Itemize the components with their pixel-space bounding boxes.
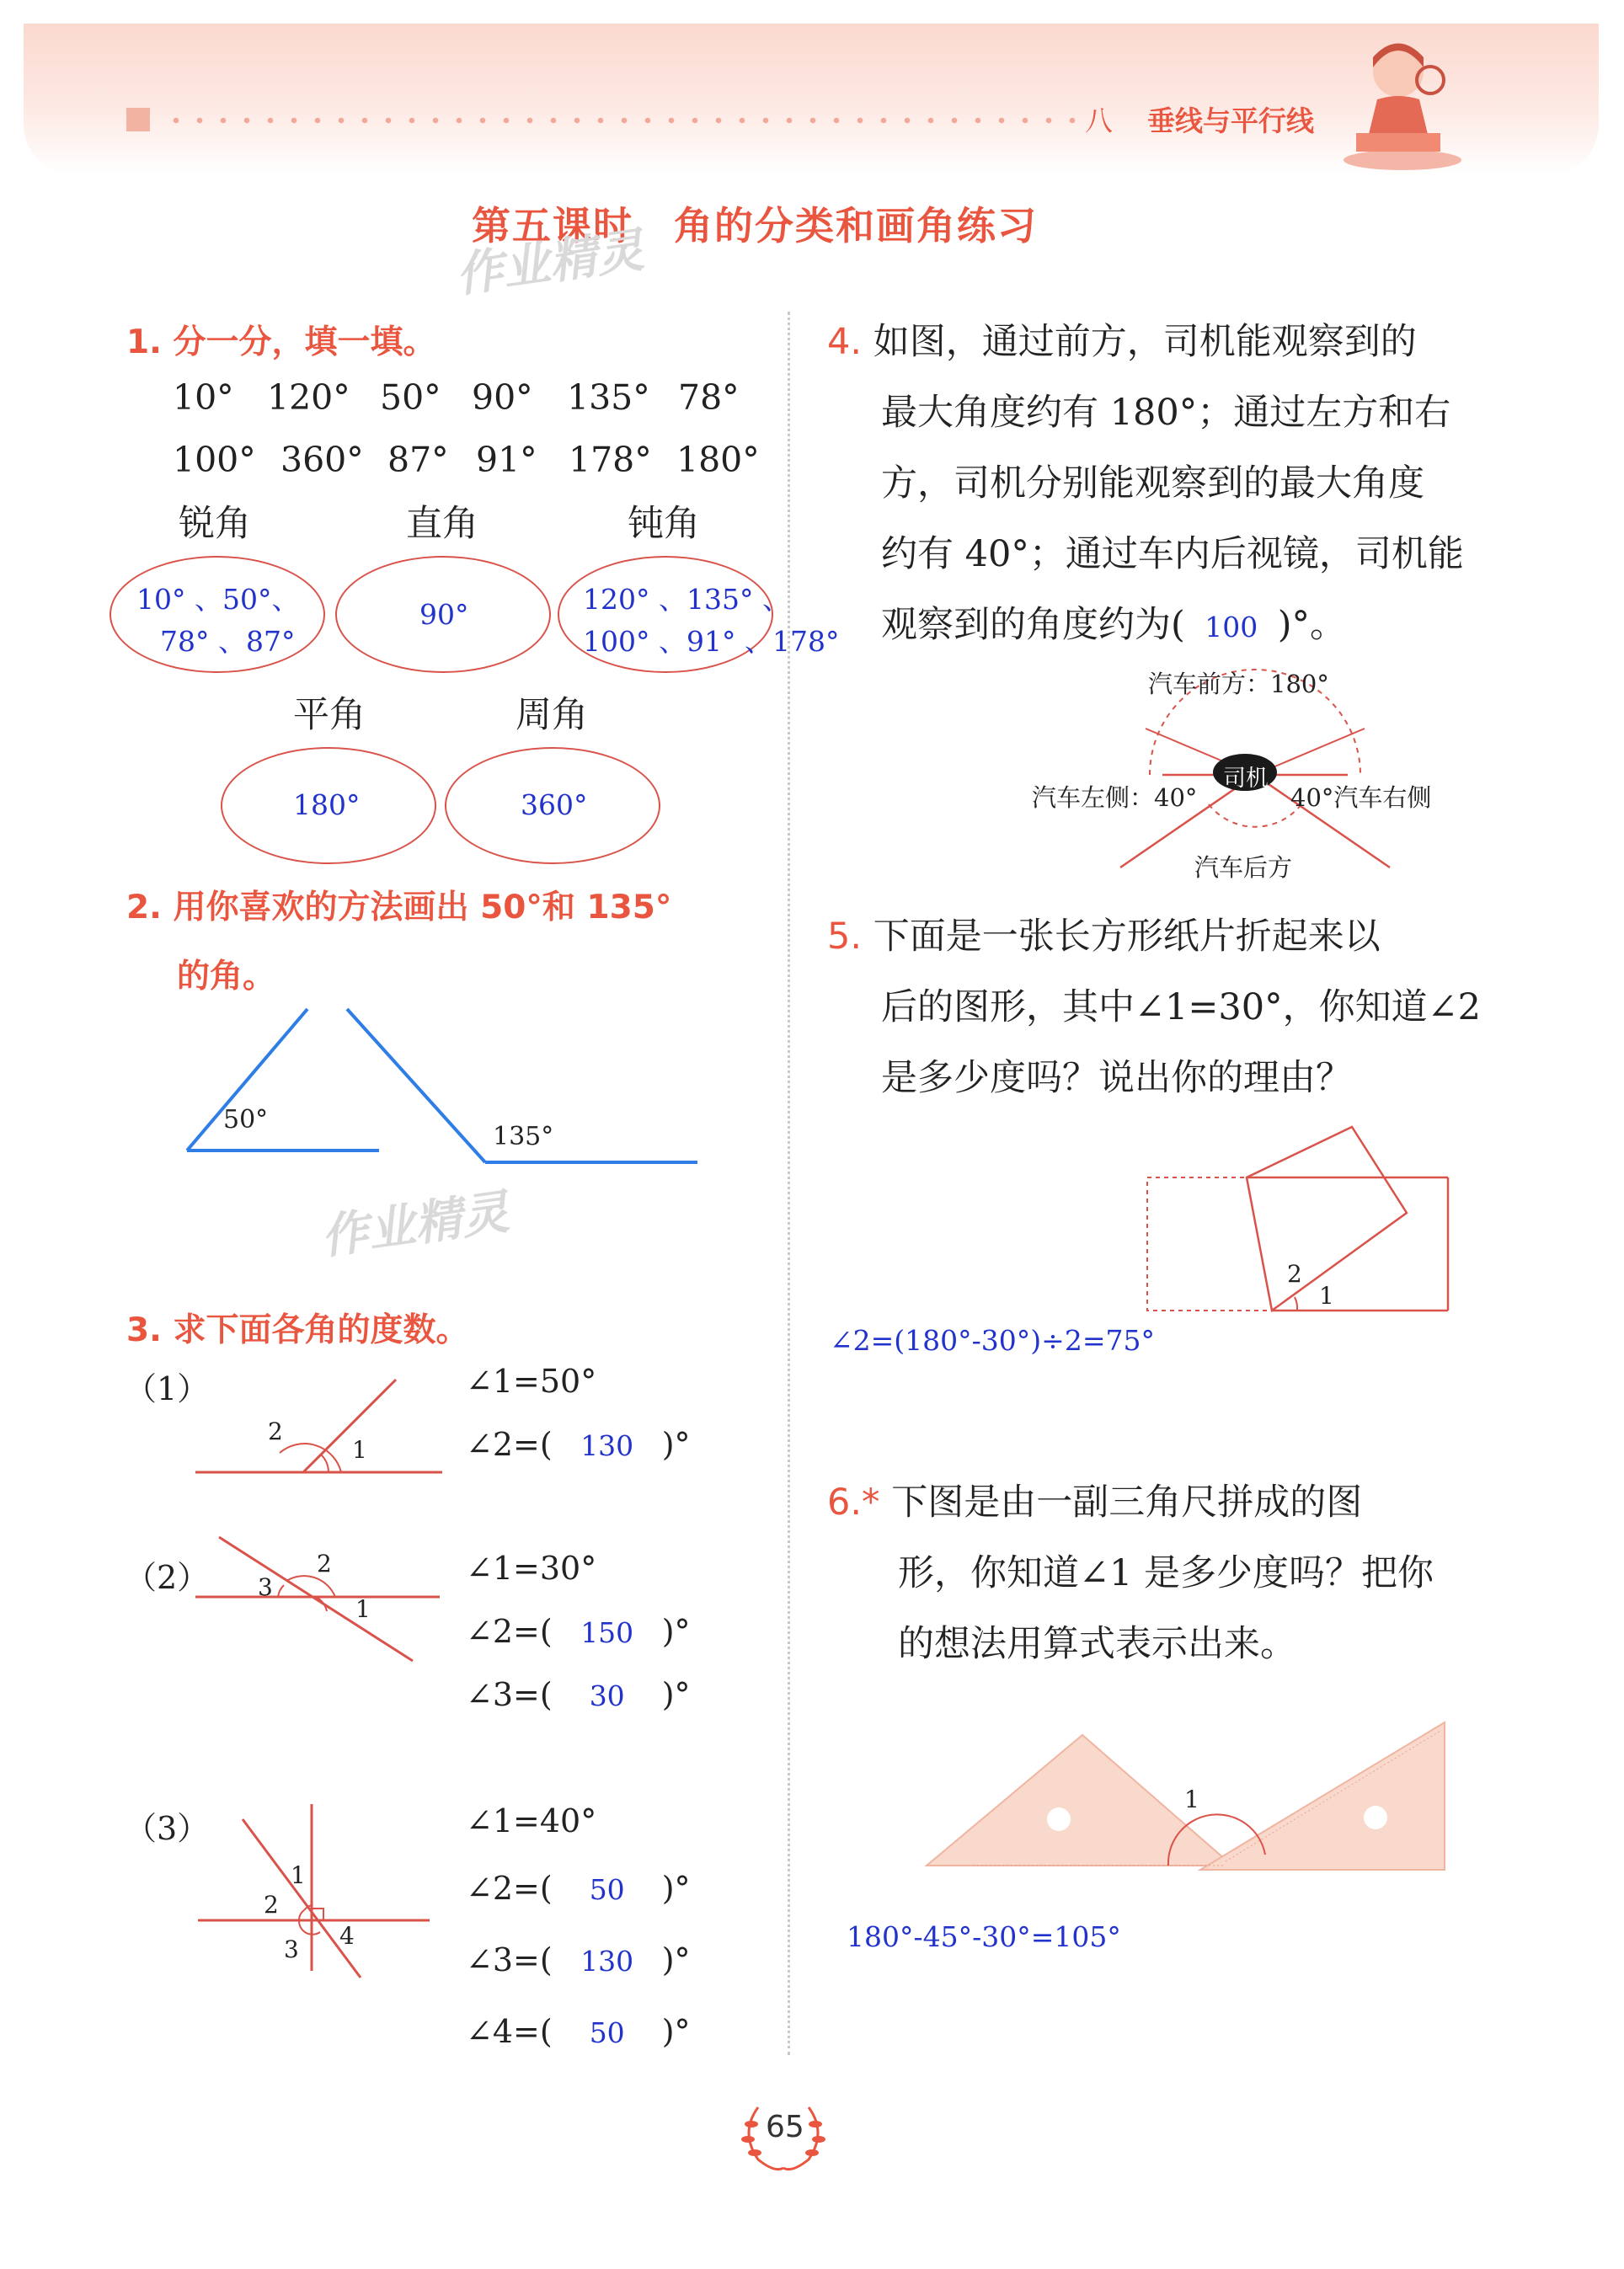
q3-part2-fig-1: 1 xyxy=(355,1595,371,1623)
answer-acute-1: 10° 、50°、 xyxy=(136,583,300,616)
q3-part3-fig-1: 1 xyxy=(291,1861,306,1889)
q6-line3: 的想法用算式表示出来。 xyxy=(898,1623,1296,1665)
category-obtuse: 钝角 xyxy=(628,503,700,545)
q1-title: 1. 分一分，填一填。 xyxy=(126,323,436,361)
q5-answer: ∠2=(180°-30°)÷2=75° xyxy=(830,1324,1155,1357)
page-number: 65 xyxy=(766,2110,804,2144)
q3-part2-row2: ∠3=( 30 )° xyxy=(466,1676,691,1713)
q5-fig-2: 2 xyxy=(1287,1260,1302,1288)
q3-part3-fig-2: 2 xyxy=(264,1891,279,1919)
q3-part1-row1: ∠2=( 130 )° xyxy=(466,1426,691,1463)
q4-front-label: 汽车前方：180° xyxy=(1148,670,1329,698)
chapter-title: 垂线与平行线 xyxy=(1147,104,1314,137)
q3-part3-figure xyxy=(194,1802,446,1988)
watermark-top: 作业精灵 xyxy=(452,222,648,304)
q2-angle-drawings xyxy=(168,994,708,1179)
category-right: 直角 xyxy=(406,503,478,545)
answer-obtuse-2: 100° 、91° 、178° xyxy=(583,625,840,658)
category-acute: 锐角 xyxy=(179,503,251,545)
girl-reading-icon xyxy=(1339,34,1466,173)
answer-acute-2: 78° 、87° xyxy=(160,625,296,658)
q5-fig-1: 1 xyxy=(1319,1282,1334,1310)
answer-right: 90° xyxy=(419,598,469,631)
answer-straight: 180° xyxy=(293,788,361,821)
q2-title-line1: 2. 用你喜欢的方法画出 50°和 135° xyxy=(126,889,672,926)
q3-part1-given: ∠1=50° xyxy=(466,1363,597,1400)
q3-part3-row2: ∠3=( 130 )° xyxy=(466,1941,691,1978)
q3-part2-row1: ∠2=( 150 )° xyxy=(466,1613,691,1650)
q3-part2-fig-3: 3 xyxy=(258,1573,273,1601)
q4-driver-label: 司机 xyxy=(1223,766,1269,792)
q4-right-label: 40°汽车右侧 xyxy=(1290,783,1432,812)
q3-part1-label: （1） xyxy=(125,1370,210,1407)
q3-part1-fig-1: 1 xyxy=(352,1436,367,1464)
header-dots-decoration xyxy=(164,116,1082,125)
q3-part2-given: ∠1=30° xyxy=(466,1550,597,1587)
q4-line3: 方，司机分别能观察到的最大角度 xyxy=(881,462,1424,505)
answer-full: 360° xyxy=(521,788,588,821)
q4-left-label: 汽车左侧：40° xyxy=(1032,783,1198,812)
q4-line5: 观察到的角度约为( 100 )°。 xyxy=(881,604,1347,646)
q6-line2: 形，你知道∠1 是多少度吗？把你 xyxy=(898,1552,1434,1594)
watermark-middle: 作业精灵 xyxy=(318,1184,513,1266)
q6-line1: 6.* 下图是由一副三角尺拼成的图 xyxy=(827,1482,1363,1524)
column-divider xyxy=(788,312,790,2055)
q5-line2: 后的图形，其中∠1=30°，你知道∠2 xyxy=(881,986,1482,1028)
lesson-title: 第五课时 角的分类和画角练习 xyxy=(472,203,1038,248)
q3-part1-fig-2: 2 xyxy=(268,1417,283,1445)
q4-line4: 约有 40°；通过车内后视镜，司机能 xyxy=(881,533,1464,575)
q3-part3-fig-3: 3 xyxy=(284,1935,299,1963)
category-straight: 平角 xyxy=(293,694,366,736)
q2-label-135: 135° xyxy=(493,1122,554,1151)
q3-part3-row1: ∠2=( 50 )° xyxy=(466,1870,691,1907)
q3-part3-row3: ∠4=( 50 )° xyxy=(466,2013,691,2050)
q5-line1: 5. 下面是一张长方形纸片折起来以 xyxy=(827,916,1381,958)
q3-part2-label: （2） xyxy=(125,1559,210,1596)
answer-obtuse-1: 120° 、135° 、 xyxy=(583,583,790,616)
q6-fig-1: 1 xyxy=(1184,1786,1199,1813)
q4-back-label: 汽车后方 xyxy=(1194,853,1293,882)
chapter-number: 八 xyxy=(1085,104,1113,137)
q3-part1-figure xyxy=(194,1371,446,1482)
header-square-decoration xyxy=(126,108,150,131)
q3-part3-given: ∠1=40° xyxy=(466,1802,597,1839)
q5-folded-paper-figure xyxy=(1137,1120,1457,1318)
category-full: 周角 xyxy=(516,694,588,736)
q6-answer: 180°-45°-30°=105° xyxy=(847,1920,1121,1953)
q4-line1: 4. 如图，通过前方，司机能观察到的 xyxy=(827,321,1417,363)
q3-part2-fig-2: 2 xyxy=(317,1550,332,1578)
q3-part3-label: （3） xyxy=(125,1810,210,1847)
q3-title: 3. 求下面各角的度数。 xyxy=(126,1311,469,1349)
q2-label-50: 50° xyxy=(223,1105,269,1134)
q2-title-line2: 的角。 xyxy=(177,958,276,996)
page: 八 垂线与平行线 第五课时 角的分类和画角练习 作业精灵 1. 分一分，填一填。 10° 120° 50° 90° 135° 78° 100° 360° 87° 91° 178° 180° 锐角 直角 钝角 10° 、50°、 78° 、87° 90° 120° 、135° 、 100° 、91° 、178° 平角 周角 180° 360° 2. 用你喜欢的方法画出 50°和 135° 的角。 50° 135° 作业精灵 3. 求下面各角的度数。 （1） 2 1 ∠1=50° ∠2=( 130 )° （2） 2 3 1 ∠1=30° ∠2=( 150 )° ∠3=( 30 )° （3） 1 2 3 4 ∠1=40° ∠2=( 50 )° ∠3=( 130 )° ∠4=( 50 )° 4. 如图，通过前方，司机能观察到的 最大角度约有 180°；通过左方和右 方，司机分别能观察到的最大角度 约有 40°；通过车内后视镜，司机能 观察到的角度约为( 100 )°。 司机 汽车前方：180° 汽车左侧：40° 40°汽车右侧 汽车后方 5. 下面是一张长方形纸片折起来以 后的图形，其中∠1=30°，你知道∠2 是多少度吗？说出你的理由？ 2 1 ∠2=(180°-30°)÷2=75° 6.* 下图是由一副三角尺拼成的图 形，你知道∠1 是多少度吗？把你 的想法用算式表示出来。 1 180°-45°-30°=105° 65 xyxy=(0,0,1624,2269)
q3-part3-fig-4: 4 xyxy=(339,1922,355,1950)
q4-line2: 最大角度约有 180°；通过左方和右 xyxy=(881,392,1451,434)
q5-line3: 是多少度吗？说出你的理由？ xyxy=(881,1057,1352,1099)
